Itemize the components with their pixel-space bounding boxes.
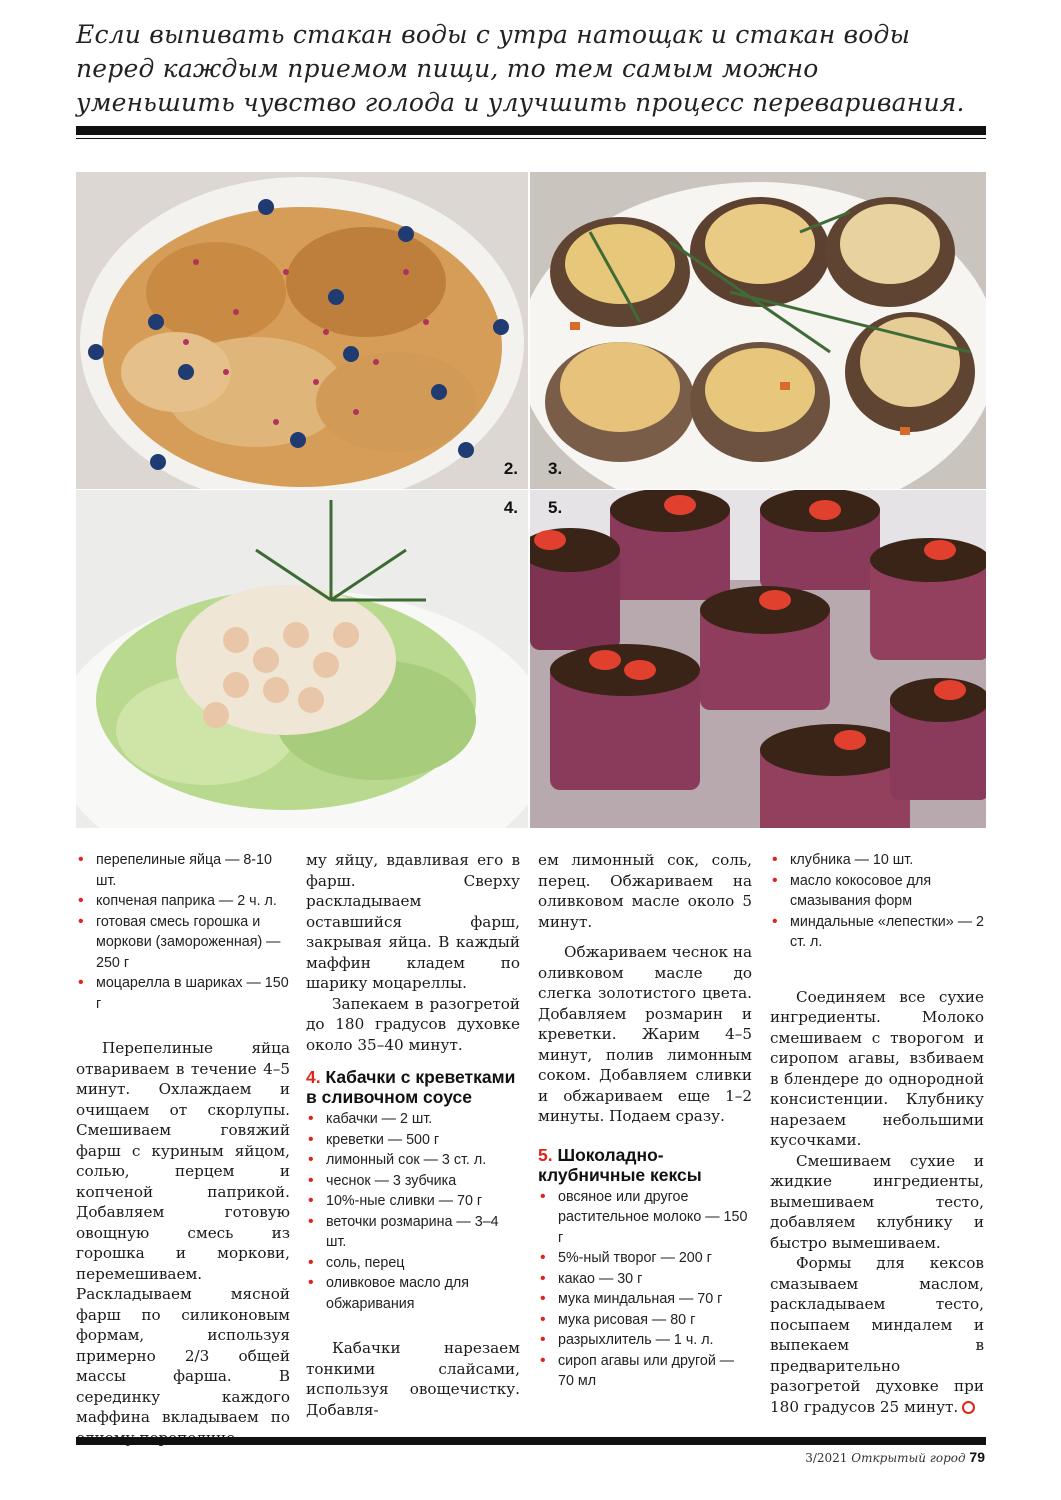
- ingredients-list-3: [76, 850, 290, 1014]
- list-item: • креветки — 500 г: [306, 1130, 520, 1151]
- photo-label-4: 4.: [503, 498, 518, 517]
- list-item: • копченая паприка — 2 ч. л.: [76, 891, 290, 912]
- list-item: • веточки розмарина — 3–4 шт.: [306, 1212, 520, 1253]
- list-item: • 10%-ные сливки — 70 г: [306, 1191, 520, 1212]
- list-item: • сироп агавы или другой — 70 мл: [538, 1351, 752, 1392]
- list-item: • мука рисовая — 80 г: [538, 1310, 752, 1331]
- end-of-article-icon: [962, 1401, 975, 1414]
- list-item: • готовая смесь горошка и моркови (замороженная) — 250 г: [76, 912, 290, 974]
- list-item: • оливковое масло для обжаривания: [306, 1273, 520, 1314]
- photo-pancakes: [76, 172, 528, 489]
- recipe-4-heading: 4. Кабачки с креветками в сливочном соусе: [306, 1067, 516, 1107]
- text-column-3: [538, 850, 752, 1392]
- method-paragraph: Запекаем в разогретой до 180 градусов духовке около 35–40 минут.: [306, 994, 520, 1054]
- method-paragraph: му яйцу, вдавливая его в фарш. Сверху раскладываем оставшийся фарш, закрывая яйца. В каждый маффин кладем по шарику моцареллы.: [306, 851, 520, 992]
- list-item: • моцарелла в шариках — 150 г: [76, 973, 290, 1014]
- list-item: • 5%-ный творог — 200 г: [538, 1248, 752, 1269]
- list-item: • кабачки — 2 шт.: [306, 1109, 520, 1130]
- method-paragraph: Перепелиные яйца отвариваем в течение 4–5 минут. Охлаждаем и очищаем от скорлупы. Смешиваем говяжий фарш с куриным яйцом, солью, перцем и копченой паприкой. Добавляем готовую овощную смесь из горошка и моркови, перемешиваем. Раскладываем мясной фарш по силиконовым формам, используя примерно 2/3 общей массы фарша. В серединку каждого маффина вкладываем по: [76, 1039, 290, 1426]
- method-paragraph: Формы для кексов смазываем маслом, раскладываем тесто, посыпаем миндалем и выпекаем в предварительно разогретой духовке при 180 градусов 25 минут.: [770, 1254, 984, 1416]
- list-item: • мука миндальная — 70 г: [538, 1289, 752, 1310]
- list-item: • какао — 30 г: [538, 1269, 752, 1290]
- method-paragraph: ем лимонный сок, соль, перец. Обжариваем на оливковом масле около 5 минут.: [538, 851, 752, 931]
- list-item: • соль, перец: [306, 1253, 520, 1274]
- photo-label-2: 2.: [503, 459, 518, 478]
- list-item: • масло кокосовое для смазывания форм: [770, 871, 984, 912]
- list-item: • овсяное или другое растительное молоко — 150 г: [538, 1187, 752, 1249]
- recipe-5-heading: 5. Шоколадно-клубничные кексы: [538, 1144, 702, 1185]
- issue-number: 3/2021: [805, 1451, 848, 1465]
- ingredients-list-5: [538, 1187, 752, 1392]
- top-rule-thin: [76, 138, 986, 139]
- text-column-2: [306, 850, 520, 1420]
- photo-label-3: 3.: [548, 459, 563, 478]
- photo-chocolate-cupcakes: [530, 490, 986, 828]
- ingredients-list-4: [306, 1109, 520, 1314]
- photo-zucchini-shrimp: [76, 490, 528, 828]
- list-item: • чеснок — 3 зубчика: [306, 1171, 520, 1192]
- list-item: • миндальные «лепестки» — 2 ст. л.: [770, 912, 984, 953]
- list-item: • разрыхлитель — 1 ч. л.: [538, 1330, 752, 1351]
- page-number: 79: [969, 1449, 985, 1465]
- text-column-1: [76, 850, 290, 1448]
- list-item: • лимонный сок — 3 ст. л.: [306, 1150, 520, 1171]
- method-paragraph: Смешиваем сухие и жидкие ингредиенты, вымешиваем тесто, добавляем клубнику и быстро вымешиваем.: [770, 1151, 984, 1252]
- text-column-4: [770, 850, 984, 1417]
- photo-meat-muffins: [530, 172, 986, 489]
- magazine-name: Открытый город: [851, 1451, 966, 1465]
- method-paragraph: Обжариваем чеснок на оливковом масле до слегка золотистого цвета. Добавляем розмарин и креветки. Жарим 4–5 минут, полив лимонным соком. Добавляем сливки и обжариваем еще 1–2 минуты. Подаем сразу.: [538, 943, 752, 1125]
- method-paragraph: Кабачки нарезаем тонкими слайсами, используя овощечистку. Добавля-: [306, 1339, 520, 1419]
- intro-quote: Если выпивать стакан воды с утра натощак и стакан воды перед каждым приемом пищи, то тем самым можно уменьшить чувство голода и улучшить процесс переваривания.: [76, 20, 965, 117]
- list-item: • перепелиные яйца — 8-10 шт.: [76, 850, 290, 891]
- method-paragraph: Соединяем все сухие ингредиенты. Молоко смешиваем с творогом и сиропом агавы, взбиваем в блендере до однородной консистенции. Клубнику нарезаем небольшими кусочками.: [770, 987, 984, 1149]
- page-footer: [805, 1449, 985, 1465]
- photo-label-5: 5.: [548, 498, 563, 517]
- top-rule: [76, 126, 986, 135]
- bottom-rule: [76, 1437, 986, 1445]
- ingredients-list-5-cont: [770, 850, 984, 953]
- list-item: • клубника — 10 шт.: [770, 850, 984, 871]
